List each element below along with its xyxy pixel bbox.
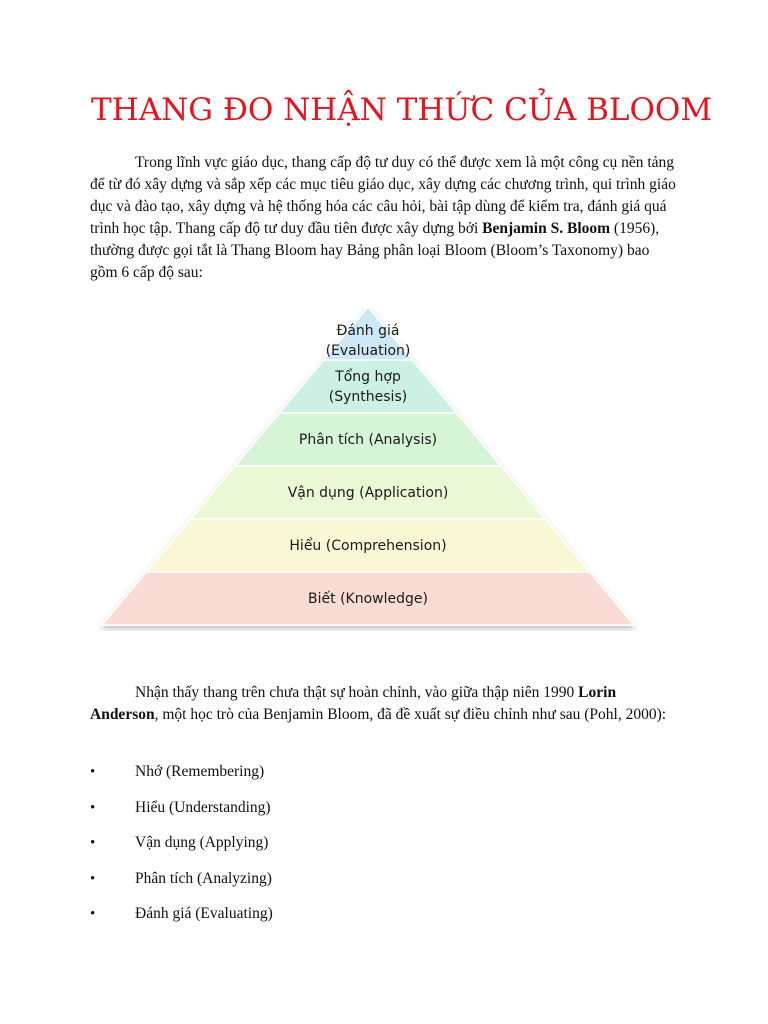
list-item-label: Vận dụng (Applying) — [135, 834, 269, 851]
pyramid-level-label: Hiểu (Comprehension) — [289, 537, 447, 554]
pyramid-level-label: Vận dụng (Application) — [287, 484, 449, 501]
bloom-pyramid — [98, 305, 638, 631]
bullet-icon: • — [90, 906, 96, 922]
intro-paragraph — [90, 152, 680, 284]
bullet-icon: • — [90, 835, 96, 851]
anderson-paragraph — [90, 682, 680, 726]
pyramid-level-label: Phân tích (Analysis) — [298, 431, 438, 448]
list-item-label: Hiểu (Understanding) — [135, 798, 271, 816]
list-item-label: Đánh giá (Evaluating) — [135, 905, 273, 922]
page-title: THANG ĐO NHẬN THỨC CỦA BLOOM — [91, 92, 713, 128]
anderson-text-1: Nhận thấy thang trên chưa thật sự hoàn chỉnh, vào giữa thập niên 1990 — [135, 684, 579, 701]
intro-text-2: (1956), thường được gọi tắt là Thang Bloom hay Bảng phân loại Bloom (Bloom’s Taxonomy) bao gồm 6 cấp độ sau: — [90, 220, 660, 281]
bullet-icon: • — [90, 870, 96, 887]
list-item-label: Nhớ (Remembering) — [135, 763, 265, 780]
anderson-name: Lorin Anderson — [90, 684, 617, 723]
anderson-text-2: , một học trò của Benjamin Bloom, đã đề xuất sự điều chỉnh như sau (Pohl, 2000): — [154, 706, 667, 723]
intro-text-1: Trong lĩnh vực giáo dục, thang cấp độ tư duy có thể được xem là một công cụ nền tảng để từ đó xây dựng và sắp xếp các mục tiêu giáo dục, xây dựng các chương trình, qui trình giáo dục và đào tạo, xây dựng và hệ thống hóa các câu hỏi, bài tập dùng để kiểm tra, đánh giá quá trình học tập. Thang cấp độ tư duy đầu tiên được xây dựng bởi — [90, 154, 676, 237]
list-item-label: Phân tích (Analyzing) — [135, 869, 272, 887]
bullet-icon: • — [90, 799, 96, 816]
pyramid-level-label: Tổng hợp (Synthesis) — [328, 368, 408, 405]
pyramid-level-label: Đánh giá (Evaluation) — [325, 322, 411, 359]
intro-author: Benjamin S. Bloom — [482, 220, 611, 237]
bullet-icon: • — [90, 764, 96, 780]
pyramid-level-label: Biết (Knowledge) — [308, 590, 428, 607]
